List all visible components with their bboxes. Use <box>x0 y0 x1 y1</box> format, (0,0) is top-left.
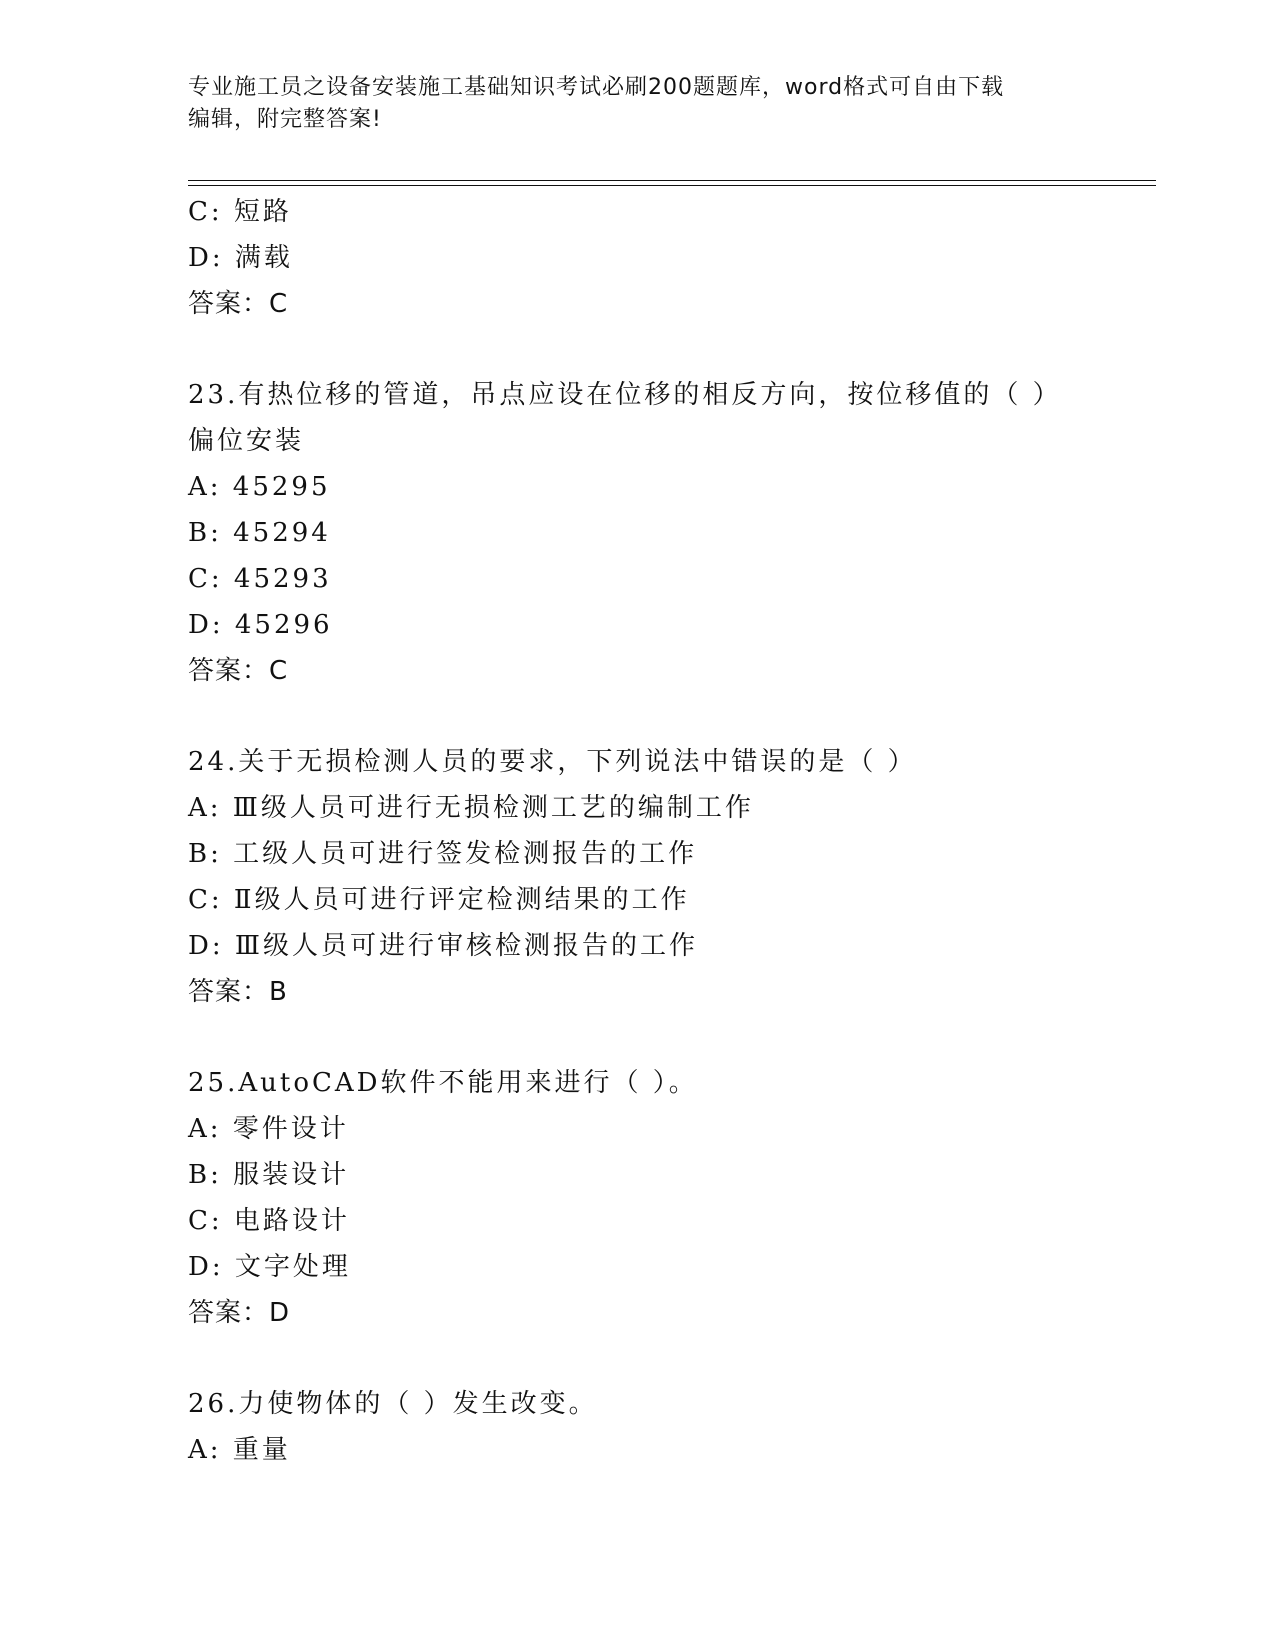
question-stem: 23.有热位移的管道，吊点应设在位移的相反方向，按位移值的（ ） <box>188 380 1062 410</box>
answer-line: 答案：D <box>188 1298 291 1328</box>
question-block-23 <box>188 372 1148 694</box>
option-b: B: 45294 <box>188 518 331 548</box>
question-stem: 24.关于无损检测人员的要求，下列说法中错误的是（ ） <box>188 747 917 777</box>
option-c: C: 短路 <box>188 197 292 227</box>
page-header <box>188 72 1088 136</box>
answer-line: 答案：B <box>188 977 288 1007</box>
option-b: B: 服装设计 <box>188 1160 350 1190</box>
question-content <box>188 189 1148 1473</box>
header-divider <box>188 180 1156 181</box>
question-stem: 26.力使物体的（ ）发生改变。 <box>188 1389 598 1419</box>
answer-line: 答案：C <box>188 289 289 319</box>
option-a: A: 45295 <box>188 472 331 502</box>
option-c: C: 45293 <box>188 564 332 594</box>
question-stem: 25.AutoCAD软件不能用来进行（ ）。 <box>188 1068 698 1098</box>
option-d: D: 文字处理 <box>188 1252 351 1282</box>
header-divider <box>188 185 1156 186</box>
question-block-26 <box>188 1381 1148 1473</box>
option-c: C: 电路设计 <box>188 1206 350 1236</box>
option-d: D: 满载 <box>188 243 293 273</box>
answer-line: 答案：C <box>188 656 289 686</box>
question-block-24 <box>188 739 1148 1015</box>
option-a: A: Ⅲ级人员可进行无损检测工艺的编制工作 <box>188 793 754 823</box>
question-block-22 <box>188 189 1148 327</box>
option-a: A: 重量 <box>188 1435 291 1465</box>
header-title-line-2: 编辑，附完整答案! <box>188 107 382 132</box>
option-c: C: Ⅱ级人员可进行评定检测结果的工作 <box>188 885 690 915</box>
header-title-line-1: 专业施工员之设备安装施工基础知识考试必刷200题题库，word格式可自由下载 <box>188 75 1005 100</box>
question-block-25 <box>188 1060 1148 1336</box>
option-b: B: 工级人员可进行签发检测报告的工作 <box>188 839 698 869</box>
option-a: A: 零件设计 <box>188 1114 349 1144</box>
option-d: D: Ⅲ级人员可进行审核检测报告的工作 <box>188 931 698 961</box>
option-d: D: 45296 <box>188 610 333 640</box>
question-stem: 偏位安装 <box>188 426 305 456</box>
